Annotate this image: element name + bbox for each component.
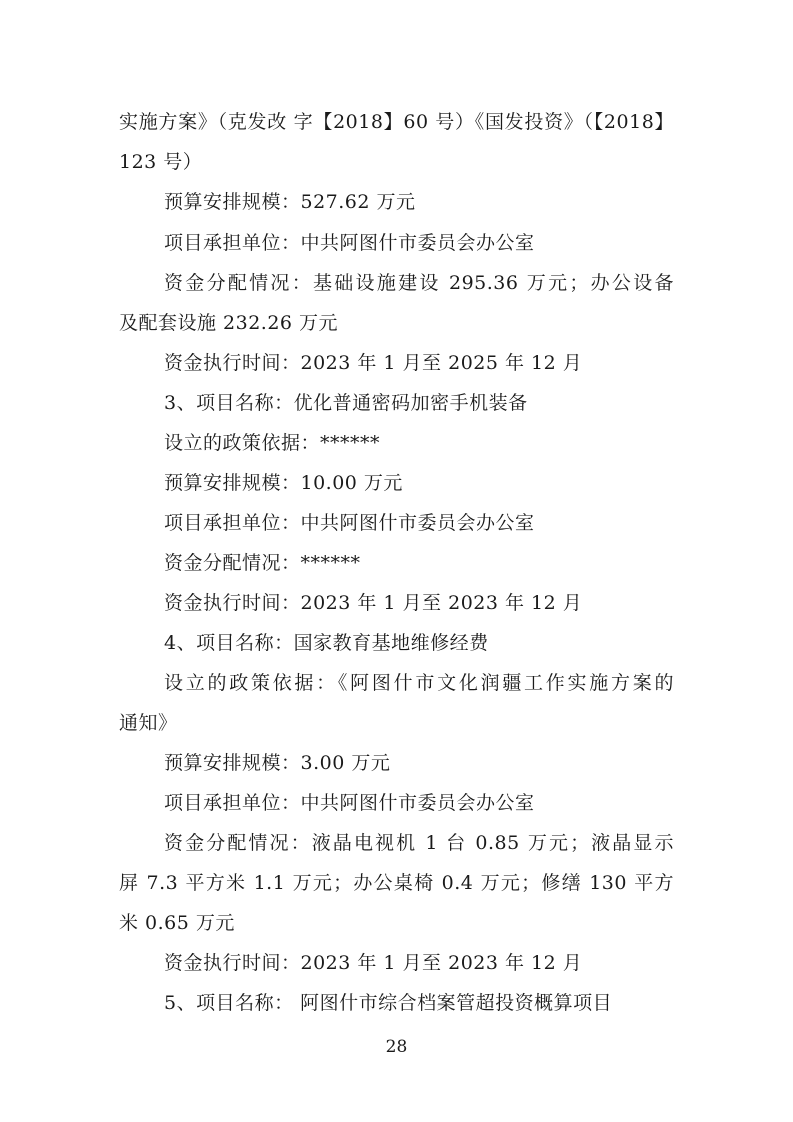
text-line: 4、项目名称：国家教育基地维修经费 — [164, 632, 489, 654]
text-line: 预算安排规模：3.00 万元 — [164, 752, 391, 774]
text-line: 资金执行时间：2023 年 1 月至 2023 年 12 月 — [164, 592, 583, 614]
text-line: 3、项目名称：优化普通密码加密手机装备 — [164, 392, 528, 414]
text-line: 资金分配情况：液晶电视机 1 台 0.85 万元；液晶显示 — [164, 832, 674, 854]
text-line: 项目承担单位：中共阿图什市委员会办公室 — [164, 232, 535, 254]
text-line: 设立的政策依据：****** — [164, 432, 381, 454]
text-line: 预算安排规模：527.62 万元 — [164, 191, 416, 213]
text-line: 资金分配情况：****** — [164, 552, 361, 574]
text-line: 屏 7.3 平方米 1.1 万元；办公桌椅 0.4 万元；修缮 130 平方 — [119, 872, 674, 894]
text-line: 实施方案》（克发改 字【2018】60 号）《国发投资》（【2018】 — [119, 111, 674, 133]
text-line: 及配套设施 232.26 万元 — [119, 312, 339, 334]
text-line: 5、项目名称： 阿图什市综合档案管超投资概算项目 — [164, 992, 613, 1014]
text-line: 123 号） — [119, 151, 203, 173]
text-line: 项目承担单位：中共阿图什市委员会办公室 — [164, 512, 535, 534]
text-line: 资金执行时间：2023 年 1 月至 2025 年 12 月 — [164, 352, 583, 374]
page-number: 28 — [385, 1037, 408, 1057]
text-line: 预算安排规模：10.00 万元 — [164, 472, 403, 494]
text-line: 项目承担单位：中共阿图什市委员会办公室 — [164, 792, 535, 814]
text-line: 设立的政策依据：《阿图什市文化润疆工作实施方案的 — [164, 672, 674, 694]
text-line: 资金执行时间：2023 年 1 月至 2023 年 12 月 — [164, 952, 583, 974]
text-line: 资金分配情况：基础设施建设 295.36 万元；办公设备 — [164, 272, 674, 294]
text-line: 米 0.65 万元 — [119, 912, 235, 934]
text-line: 通知》 — [119, 712, 178, 734]
